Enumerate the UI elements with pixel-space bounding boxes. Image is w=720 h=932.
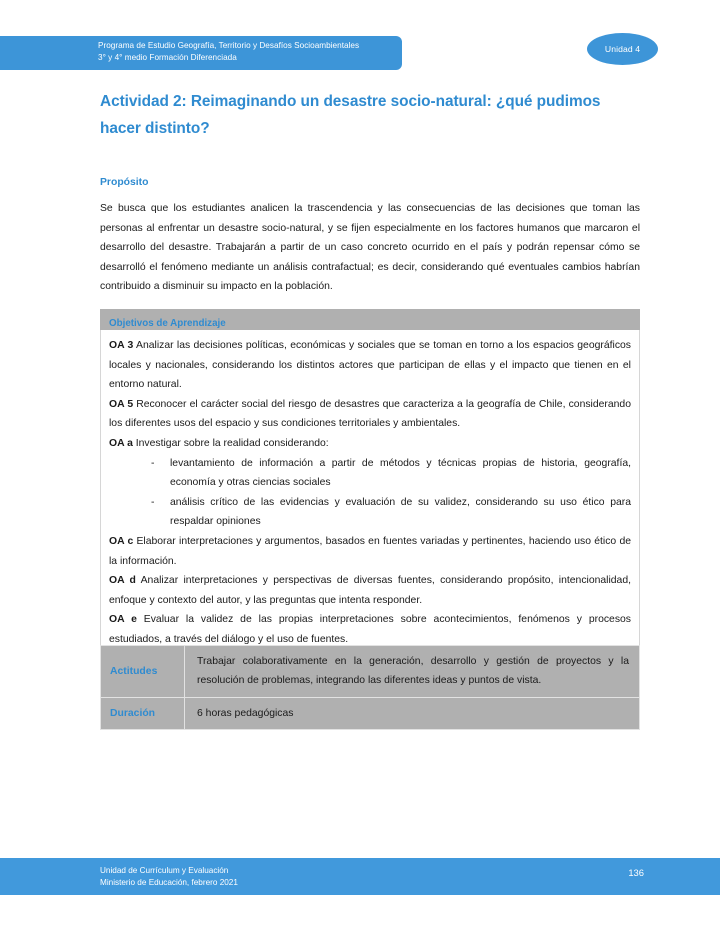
- duracion-value: 6 horas pedagógicas: [185, 697, 640, 729]
- unit-badge: [587, 33, 658, 65]
- duracion-label: Duración: [101, 697, 185, 729]
- oa-text: Investigar sobre la realidad considerando:: [132, 437, 329, 449]
- proposito-paragraph: Se busca que los estudiantes analicen la trascendencia y las consecuencias de las decisiones que toman las personas al enfrentar un desastre socio-natural, y se fijen especialmente en los factores humanos que marcaron el desarrollo del desastre. Trabajarán a partir de un caso concreto ocurrido en el país y podrán repensar cómo se desarrolló el fenómeno mediante un análisis contrafactual; es decir, considerando qué eventuales cambios habrían contribuido a disminuir su impacto en la población.: [100, 203, 640, 293]
- page-number: 136: [628, 867, 644, 878]
- proposito-heading: Propósito: [100, 177, 149, 188]
- document-footer-band: [0, 858, 720, 895]
- oa-code: OA d: [109, 575, 136, 587]
- activity-meta-table: [100, 645, 640, 730]
- oa-item: [109, 336, 631, 395]
- oa-item: [109, 395, 631, 434]
- page-title: Actividad 2: Reimaginando un desastre socio-natural: ¿qué pudimos hacer distinto?: [100, 93, 601, 137]
- document-header-band: [0, 36, 402, 70]
- footer-attribution: [100, 865, 238, 890]
- oa-text: Evaluar la validez de las propias interpretaciones sobre acontecimientos, fenómenos y procesos estudiados, a través del diálogo y el uso de fuentes.: [109, 614, 631, 645]
- oa-text: Reconocer el carácter social del riesgo de desastres que caracteriza a la geografía de Chile, considerando los diferentes usos del espacio y sus condiciones territoriales y ambientales.: [109, 398, 631, 430]
- unit-badge-label: Unidad 4: [604, 44, 641, 54]
- actitudes-label: Actitudes: [101, 646, 185, 698]
- oa-code: OA c: [109, 535, 134, 547]
- program-title-line1: Programa de Estudio Geografía, Territorio y Desafíos Socioambientales: [98, 41, 360, 50]
- oa-code: OA 3: [109, 340, 134, 351]
- actitudes-value: Trabajar colaborativamente en la generación, desarrollo y gestión de proyectos y la resolución de problemas, integrando las diferentes ideas y puntos de vista.: [185, 646, 640, 698]
- objetivos-heading-bar: [100, 309, 640, 330]
- oa-sublist-item: - análisis crítico de las evidencias y evaluación de su validez, considerando su uso ético para respaldar opiniones: [109, 493, 631, 532]
- objetivos-heading-label: Objetivos de Aprendizaje: [109, 318, 226, 329]
- oa-sublist: [109, 454, 631, 532]
- oa-sublist-item: - levantamiento de información a partir de métodos y técnicas propias de historia, geografía, economía y otras ciencias sociales: [109, 454, 631, 493]
- oa-item: [109, 571, 631, 610]
- footer-line1: Unidad de Currículum y Evaluación: [100, 866, 229, 875]
- objetivos-body: [100, 330, 640, 659]
- program-title-line2: 3° y 4° medio Formación Diferenciada: [98, 53, 237, 63]
- oa-item: [109, 532, 631, 571]
- oa-item: [109, 610, 631, 649]
- oa-code: OA a: [109, 437, 133, 449]
- oa-text: Elaborar interpretaciones y argumentos, basados en fuentes variadas y pertinentes, haciendo uso ético de la información.: [109, 535, 631, 567]
- table-row: [101, 646, 640, 698]
- oa-code: OA 5: [109, 398, 134, 410]
- footer-line2: Ministerio de Educación, febrero 2021: [100, 878, 238, 888]
- oa-text: Analizar las decisiones políticas, económicas y sociales que se toman en torno a los espacios geográficos locales y nacionales, considerando los distintos actores que participan de ellas y el impacto que tienen en el entorno natural.: [109, 340, 631, 391]
- objetivos-section: [100, 309, 640, 659]
- oa-text: Analizar interpretaciones y perspectivas de diversas fuentes, considerando propósito, intencionalidad, enfoque y contexto del autor, y las preguntas que intenta responder.: [109, 575, 631, 606]
- table-row: [101, 697, 640, 729]
- oa-item: [109, 434, 631, 454]
- oa-code: OA e: [109, 614, 137, 626]
